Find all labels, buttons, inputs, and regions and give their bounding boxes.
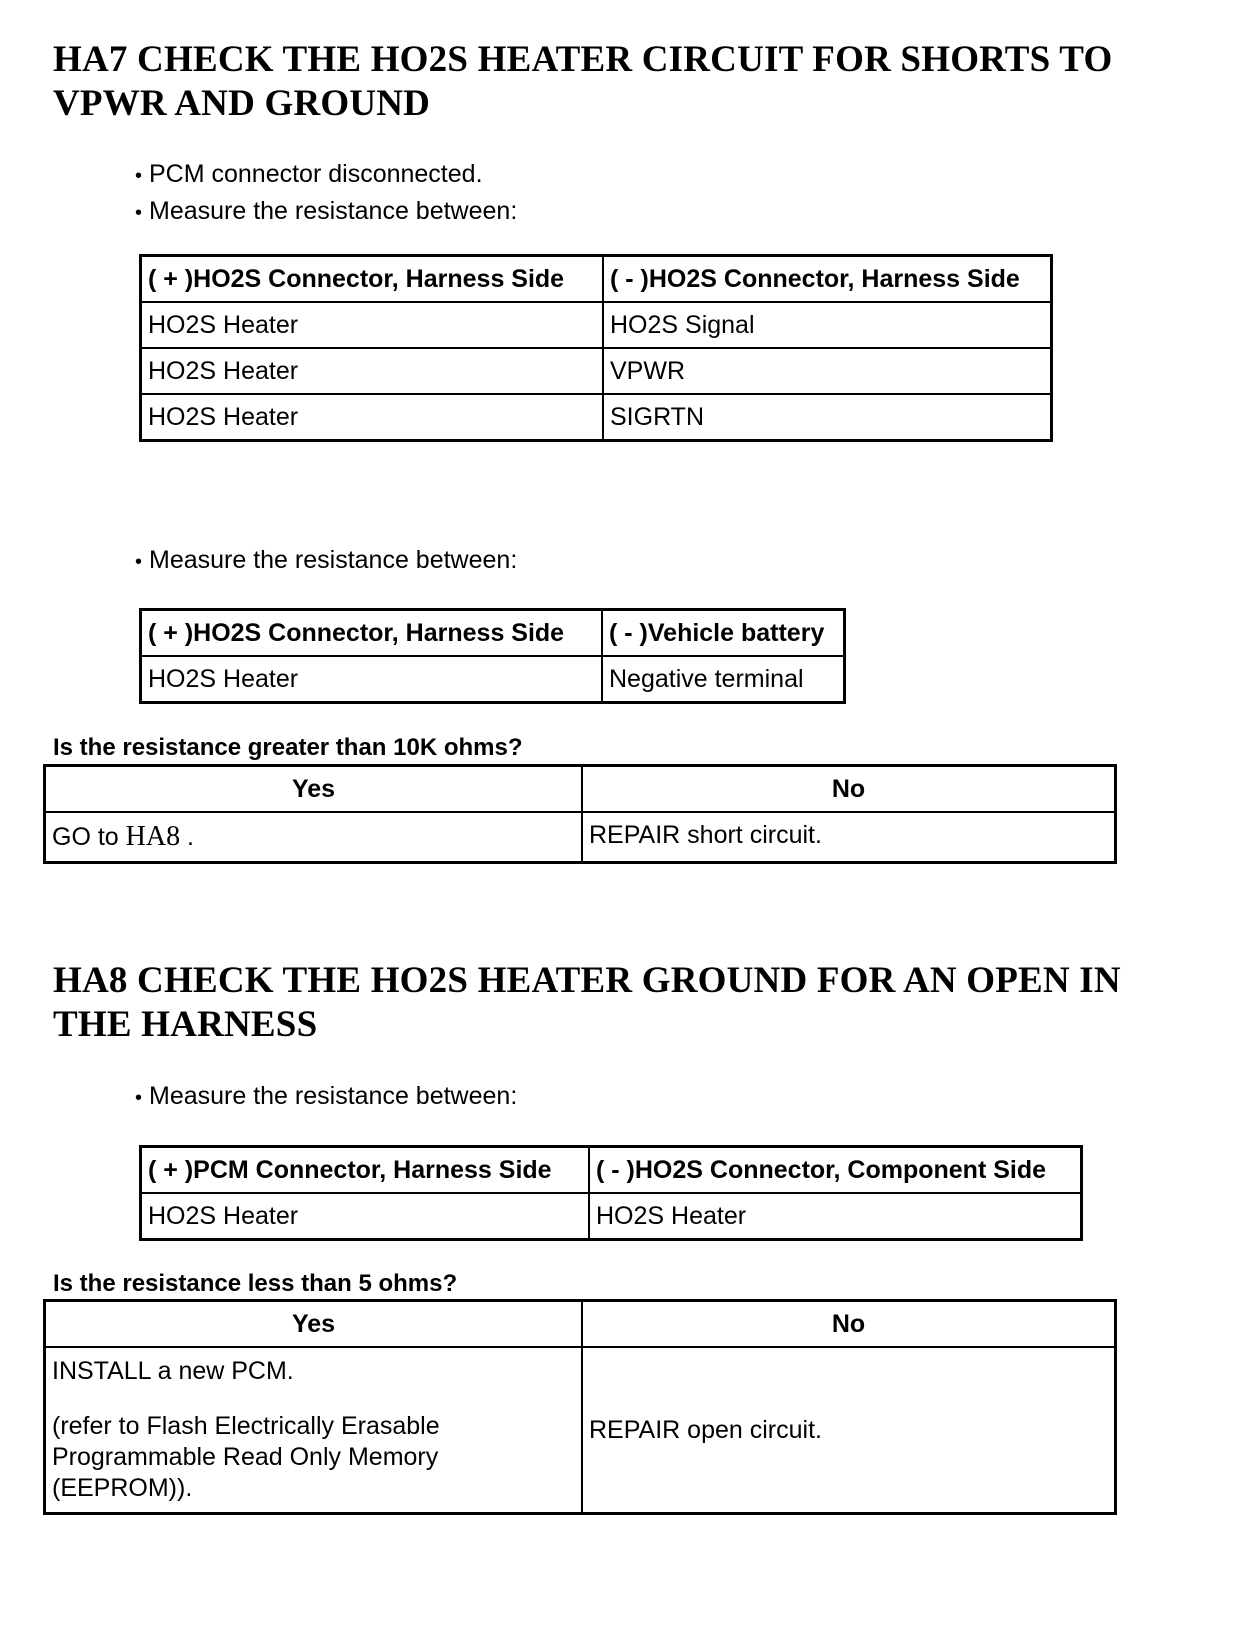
table-header-row bbox=[141, 1147, 1082, 1194]
eeprom-reference[interactable]: (refer to Flash Electrically Erasable Programmable Read Only Memory (EEPROM)). bbox=[52, 1412, 440, 1502]
table-cell: HO2S Heater bbox=[141, 348, 604, 394]
table-cell: HO2S Heater bbox=[589, 1193, 1082, 1240]
table-header-row bbox=[141, 256, 1052, 303]
column-header: ( - )HO2S Connector, Harness Side bbox=[603, 256, 1052, 303]
no-header: No bbox=[582, 1301, 1116, 1348]
table-header-row bbox=[45, 766, 1116, 813]
no-header: No bbox=[582, 766, 1116, 813]
table-cell: HO2S Heater bbox=[141, 1193, 590, 1240]
table-row bbox=[141, 656, 845, 703]
ha8-link[interactable]: HA8 bbox=[125, 821, 181, 852]
ha7-measure-table-1 bbox=[139, 254, 1053, 442]
no-cell: REPAIR open circuit. bbox=[582, 1347, 1116, 1514]
table-header-row bbox=[141, 610, 845, 657]
yes-header: Yes bbox=[45, 766, 583, 813]
table-row bbox=[45, 1347, 1116, 1514]
column-header: ( - )Vehicle battery bbox=[602, 610, 845, 657]
bullet-item: • Measure the resistance between: bbox=[135, 543, 517, 580]
column-header: ( + )HO2S Connector, Harness Side bbox=[141, 256, 604, 303]
table-row bbox=[141, 394, 1052, 441]
ha7-question: Is the resistance greater than 10K ohms? bbox=[53, 734, 523, 761]
no-cell: REPAIR short circuit. bbox=[582, 812, 1116, 863]
ha8-decision-table bbox=[43, 1299, 1117, 1515]
table-cell: HO2S Signal bbox=[603, 302, 1052, 348]
table-cell: SIGRTN bbox=[603, 394, 1052, 441]
bullet-item: • Measure the resistance between: bbox=[135, 1079, 517, 1116]
table-header-row bbox=[45, 1301, 1116, 1348]
install-instruction: INSTALL a new PCM. bbox=[52, 1357, 294, 1385]
ha7-bullet-list-2 bbox=[135, 543, 517, 580]
ha7-bullet-list-1 bbox=[135, 157, 517, 231]
bullet-item: • Measure the resistance between: bbox=[135, 194, 517, 231]
ha8-question: Is the resistance less than 5 ohms? bbox=[53, 1270, 458, 1297]
table-cell: VPWR bbox=[603, 348, 1052, 394]
table-cell: HO2S Heater bbox=[141, 394, 604, 441]
table-row bbox=[141, 348, 1052, 394]
yes-cell bbox=[45, 1347, 583, 1514]
bullet-item: • PCM connector disconnected. bbox=[135, 157, 517, 194]
yes-cell bbox=[45, 812, 583, 863]
yes-header: Yes bbox=[45, 1301, 583, 1348]
ha8-measure-table-1 bbox=[139, 1145, 1083, 1241]
yes-suffix: . bbox=[180, 823, 194, 851]
table-row bbox=[45, 812, 1116, 863]
column-header: ( + )HO2S Connector, Harness Side bbox=[141, 610, 603, 657]
ha8-bullet-list-1 bbox=[135, 1079, 517, 1116]
ha8-heading: HA8 CHECK THE HO2S HEATER GROUND FOR AN OPEN IN THE HARNESS bbox=[53, 960, 1121, 1045]
ha7-heading: HA7 CHECK THE HO2S HEATER CIRCUIT FOR SHORTS TO VPWR AND GROUND bbox=[53, 39, 1113, 124]
table-cell: HO2S Heater bbox=[141, 302, 604, 348]
table-row bbox=[141, 302, 1052, 348]
yes-prefix: GO to bbox=[52, 823, 126, 851]
column-header: ( + )PCM Connector, Harness Side bbox=[141, 1147, 590, 1194]
column-header: ( - )HO2S Connector, Component Side bbox=[589, 1147, 1082, 1194]
ha7-decision-table bbox=[43, 764, 1117, 864]
table-row bbox=[141, 1193, 1082, 1240]
table-cell: HO2S Heater bbox=[141, 656, 603, 703]
ha7-measure-table-2 bbox=[139, 608, 846, 704]
table-cell: Negative terminal bbox=[602, 656, 845, 703]
